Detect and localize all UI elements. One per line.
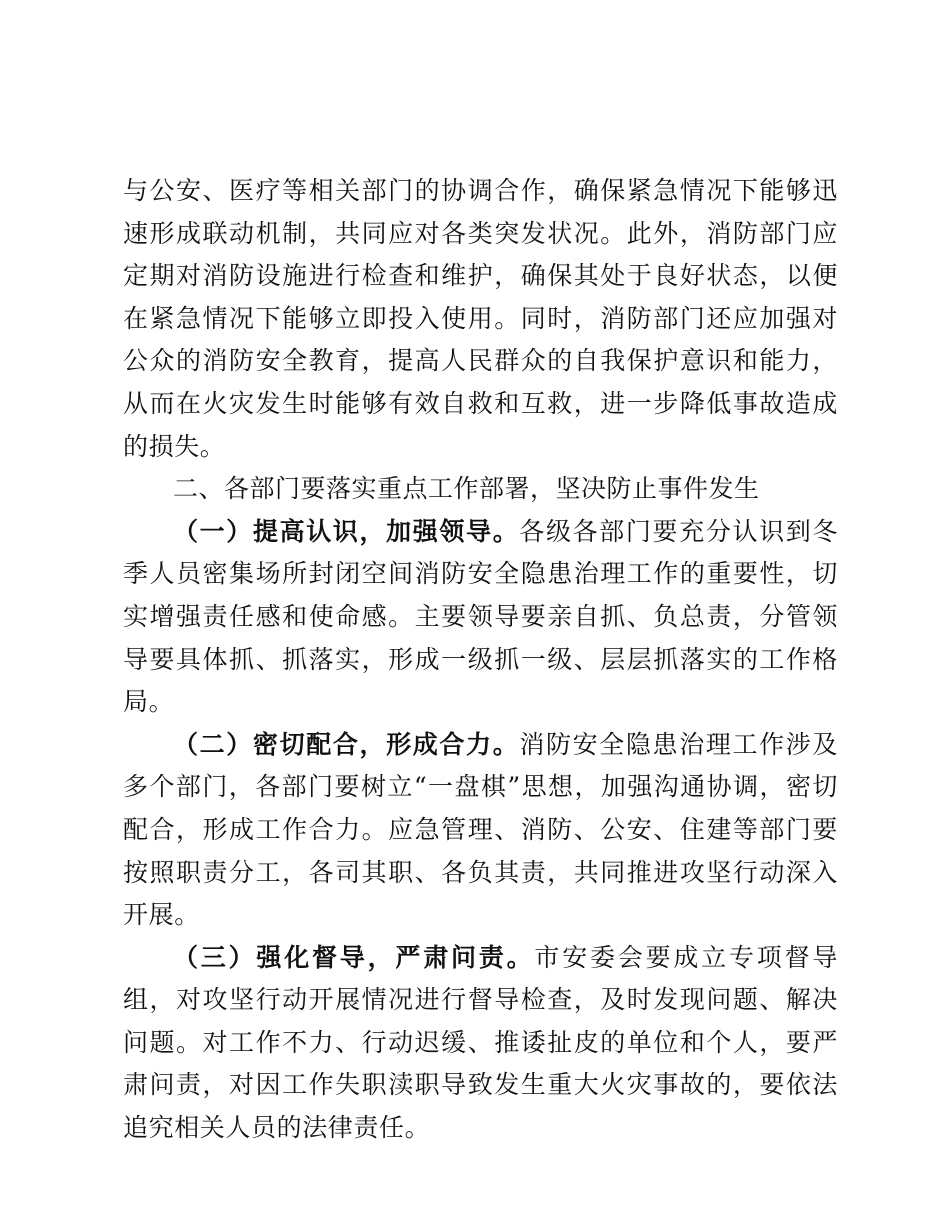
item-body-2: 消防安全隐患治理工作涉及多个部门，各部门要树立“一盘棋”思想，加强沟通协调，密切配合，形成工作合力。应急管理、消防、公安、住建等部门要按照职责分工，各司其职、各负其责，共同推进攻坚行动深入开展。 [123, 729, 838, 930]
body-paragraph: 与公安、医疗等相关部门的协调合作，确保紧急情况下能够迅速形成联动机制，共同应对各类突发状况。此外，消防部门应定期对消防设施进行检查和维护，确保其处于良好状态，以便在紧急情况下能够立即投入使用。同时，消防部门还应加强对公众的消防安全教育，提高人民群众的自我保护意识和能力，从而在火灾发生时能够有效自救和互救，进一步降低事故造成的损失。 [123, 176, 838, 461]
item-paragraph-1 [123, 511, 838, 724]
section-heading: 二、各部门要落实重点工作部署，坚决防止事件发生 [173, 474, 760, 504]
item-lead-1: （一）提高认识，加强领导。 [173, 516, 520, 546]
item-paragraph-2 [123, 724, 838, 937]
item-body-3: 市安委会要成立专项督导组，对攻坚行动开展情况进行督导检查，及时发现问题、解决问题。对工作不力、行动迟缓、推诿扯皮的单位和个人，要严肃问责，对因工作失职渎职导致发生重大火灾事故的，要依法追究相关人员的法律责任。 [123, 942, 838, 1143]
item-lead-3: （三）强化督导，严肃问责。 [173, 942, 535, 972]
item-body-1: 各级各部门要充分认识到冬季人员密集场所封闭空间消防安全隐患治理工作的重要性，切实增强责任感和使命感。主要领导要亲自抓、负总责，分管领导要具体抓、抓落实，形成一级抓一级、层层抓落实的工作格局。 [123, 516, 838, 717]
item-lead-2: （二）密切配合，形成合力。 [173, 729, 520, 759]
document-body [123, 170, 838, 1150]
item-paragraph-3 [123, 937, 838, 1150]
